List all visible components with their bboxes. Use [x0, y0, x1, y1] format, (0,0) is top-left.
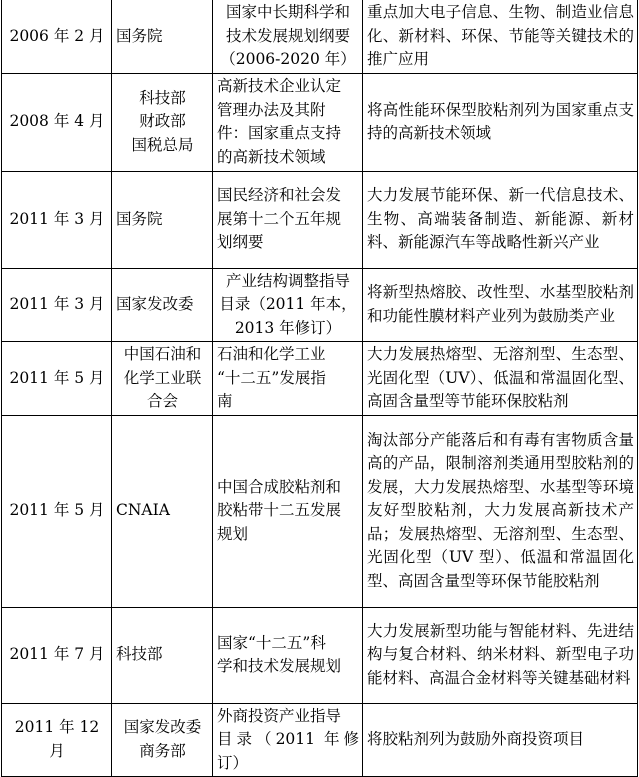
- document-line: 外商投资产业指导: [217, 706, 342, 725]
- policy-table: [1, 0, 638, 777]
- date-cell: 2011 年 12 月: [2, 703, 112, 777]
- document-line: 目录（2011 年本，: [219, 295, 357, 313]
- document-cell: [213, 607, 363, 703]
- issuer-cell: [112, 607, 213, 703]
- document-line: “十二五”发展指: [217, 368, 326, 387]
- issuer-line: 国务院: [116, 26, 163, 45]
- table-row: [2, 0, 638, 73]
- issuer-cell: [112, 0, 213, 73]
- content-cell: 大力发展热熔型、无溶剂型、生态型、光固化型（UV）、低温和常温固化型、高固含量型等节能环保胶粘剂: [363, 342, 638, 416]
- table-row: [2, 342, 638, 416]
- issuer-cell: [112, 703, 213, 777]
- document-line: 高新技术企业认定: [217, 77, 342, 95]
- document-cell: [213, 171, 363, 268]
- document-line: 技术发展规划纲要: [225, 26, 350, 45]
- document-line: 管理办法及其附: [217, 100, 326, 119]
- issuer-line: 国家发改委: [123, 718, 202, 737]
- date-cell: 2006 年 2 月: [2, 0, 112, 73]
- content-cell: 重点加大电子信息、生物、制造业信息化、新材料、环保、节能等关键技术的推广应用: [363, 0, 638, 73]
- document-cell: [213, 268, 363, 342]
- content-cell: 将新型热熔胶、改性型、水基型胶粘剂和功能性膜材料产业列为鼓励类产业: [363, 268, 638, 342]
- content-cell: 将高性能环保型胶粘剂列为国家重点支持的高新技术领域: [363, 73, 638, 171]
- table-row: [2, 703, 638, 777]
- date-cell: 2011 年 3 月: [2, 268, 112, 342]
- content-cell: 将胶粘剂列为鼓励外商投资项目: [363, 703, 638, 777]
- document-line: 目录（2011 年修订）: [217, 730, 359, 772]
- date-cell: 2011 年 5 月: [2, 342, 112, 416]
- table-row: [2, 73, 638, 171]
- document-line: 胶粘带十二五发展: [217, 501, 342, 520]
- issuer-cell: [112, 268, 213, 342]
- document-cell: [213, 703, 363, 777]
- issuer-line: 财政部: [139, 112, 186, 131]
- issuer-line: 国家发改委: [116, 295, 194, 313]
- document-line: 产业结构调整指导: [225, 271, 350, 290]
- date-cell: 2011 年 5 月: [2, 415, 112, 607]
- table-row: [2, 171, 638, 268]
- date-cell: 2011 年 3 月: [2, 171, 112, 268]
- document-cell: [213, 73, 363, 171]
- table-row: [2, 268, 638, 342]
- issuer-cell: [112, 171, 213, 268]
- issuer-line: 商务部: [139, 741, 186, 760]
- document-line: 的高新技术领域: [217, 147, 326, 166]
- issuer-line: CNAIA: [116, 501, 170, 520]
- table-row: [2, 607, 638, 703]
- document-line: 国家中长期科学和: [225, 3, 350, 21]
- issuer-line: 国务院: [116, 209, 163, 228]
- document-line: 学和技术发展规划: [217, 657, 342, 675]
- document-line: （2006-2020 年）: [220, 50, 356, 68]
- issuer-line: 合会: [146, 392, 178, 410]
- document-cell: [213, 0, 363, 73]
- document-line: 2013 年修订）: [234, 318, 342, 337]
- document-line: 南: [217, 392, 233, 410]
- content-cell: 大力发展节能环保、新一代信息技术、生物、高端装备制造、新能源、新材料、新能源汽车等战略性新兴产业: [363, 171, 638, 268]
- document-line: 规划: [217, 524, 249, 543]
- document-line: 石油和化学工业: [217, 345, 326, 363]
- document-cell: [213, 342, 363, 416]
- table-row: [2, 415, 638, 607]
- date-cell: 2011 年 7 月: [2, 607, 112, 703]
- issuer-line: 科技部: [139, 88, 186, 107]
- document-line: 中国合成胶粘剂和: [217, 477, 342, 496]
- date-cell: 2008 年 4 月: [2, 73, 112, 171]
- issuer-line: 化学工业联: [123, 368, 202, 387]
- issuer-line: 国税总局: [131, 135, 194, 154]
- document-line: 划纲要: [217, 233, 264, 252]
- issuer-cell: [112, 415, 213, 607]
- document-cell: [213, 415, 363, 607]
- document-line: 件：国家重点支持: [217, 124, 342, 142]
- issuer-line: 科技部: [116, 645, 163, 664]
- content-cell: 淘汰部分产能落后和有毒有害物质含量高的产品，限制溶剂类通用型胶粘剂的发展，大力发展热熔型、水基型等环境友好型胶粘剂，大力发展高新技术产品；发展热熔型、无溶剂型、生态型、光固化型（UV 型）、低温和常温固化型、高固含量型等环保节能胶粘剂: [363, 415, 638, 607]
- document-line: 国民经济和社会发: [217, 186, 342, 205]
- document-line: 展第十二个五年规: [217, 209, 342, 228]
- issuer-cell: [112, 73, 213, 171]
- document-line: 国家“十二五”科: [217, 633, 326, 652]
- issuer-cell: [112, 342, 213, 416]
- content-cell: 大力发展新型功能与智能材料、先进结构与复合材料、纳米材料、新型电子功能材料、高温合金材料等关键基础材料: [363, 607, 638, 703]
- issuer-line: 中国石油和: [123, 345, 202, 363]
